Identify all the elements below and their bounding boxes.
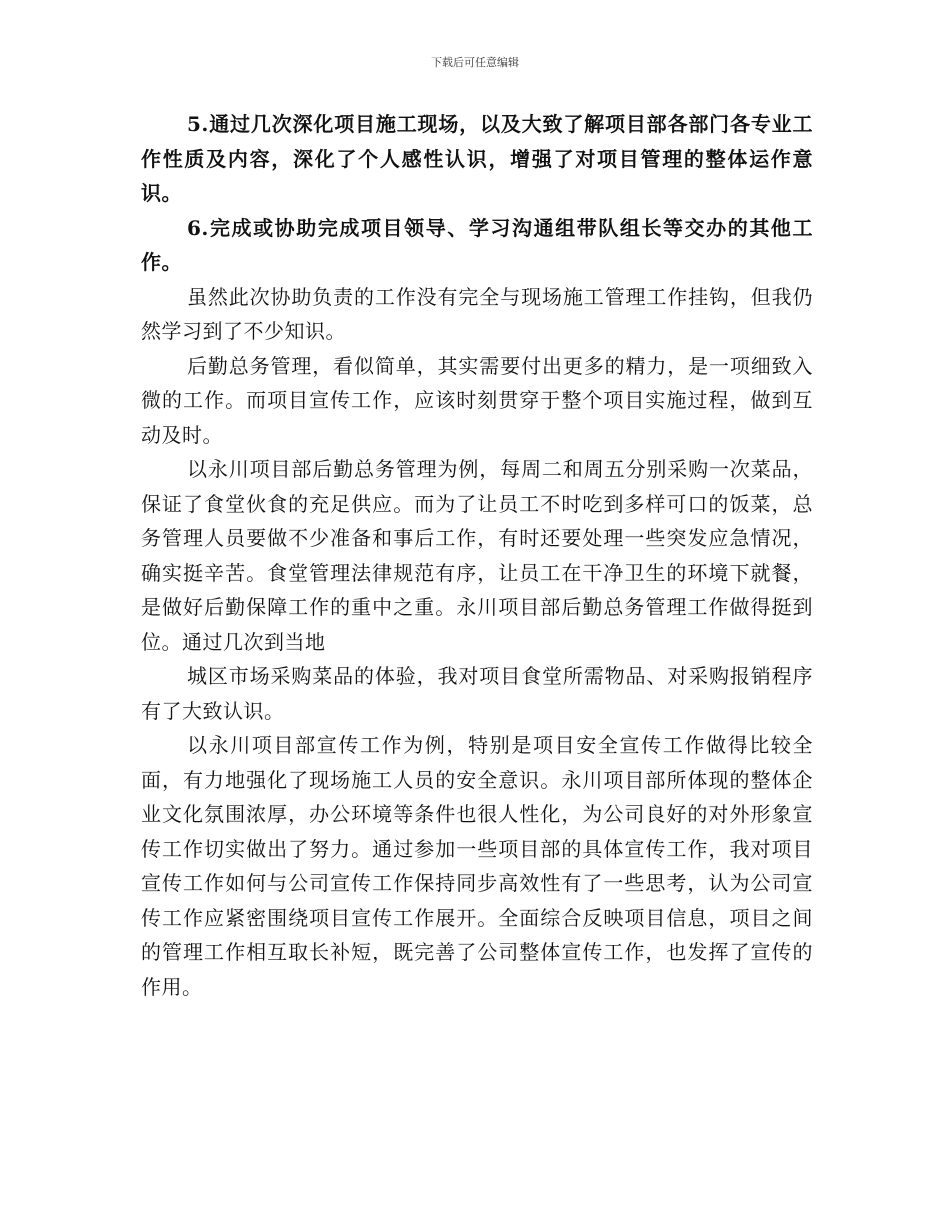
paragraph-item-6: 6.完成或协助完成项目领导、学习沟通组带队组长等交办的其他工作。 xyxy=(141,215,813,274)
page-header-note: 下载后可任意编辑 xyxy=(431,56,519,69)
paragraph-item-5: 5.通过几次深化项目施工现场，以及大致了解项目部各部门各专业工作性质及内容，深化了个人感性认识，增强了对项目管理的整体运作意识。 xyxy=(141,112,813,205)
paragraph-publicity: 以永川项目部宣传工作为例，特别是项目安全宣传工作做得比较全面，有力地强化了现场施工人员的安全意识。永川项目部所体现的整体企业文化氛围浓厚，办公环境等条件也很人性化，为公司良好的对外形象宣传工作切实做出了努力。通过参加一些项目部的具体宣传工作，我对项目宣传工作如何与公司宣传工作保持同步高效性有了一些思考，认为公司宣传工作应紧密围绕项目宣传工作展开。全面综合反映项目信息，项目之间的管理工作相互取长补短，既完善了公司整体宣传工作，也发挥了宣传的作用。 xyxy=(141,733,813,999)
paragraph-learning: 虽然此次协助负责的工作没有完全与现场施工管理工作挂钩，但我仍然学习到了不少知识。 xyxy=(141,284,813,343)
paragraph-logistics: 后勤总务管理，看似简单，其实需要付出更多的精力，是一项细致入微的工作。而项目宣传工作，应该时刻贯穿于整个项目实施过程，做到互动及时。 xyxy=(141,353,813,447)
paragraph-canteen: 以永川项目部后勤总务管理为例，每周二和周五分别采购一次菜品，保证了食堂伙食的充足供应。而为了让员工不时吃到多样可口的饭菜，总务管理人员要做不少准备和事后工作，有时还要处理一些突发应急情况，确实挺辛苦。食堂管理法律规范有序，让员工在干净卫生的环境下就餐，是做好后勤保障工作的重中之重。永川项目部后勤总务管理工作做得挺到位。通过几次到当地 xyxy=(141,457,813,654)
paragraph-purchasing: 城区市场采购菜品的体验，我对项目食堂所需物品、对采购报销程序有了大致认识。 xyxy=(141,664,813,723)
document-body xyxy=(141,107,813,1004)
